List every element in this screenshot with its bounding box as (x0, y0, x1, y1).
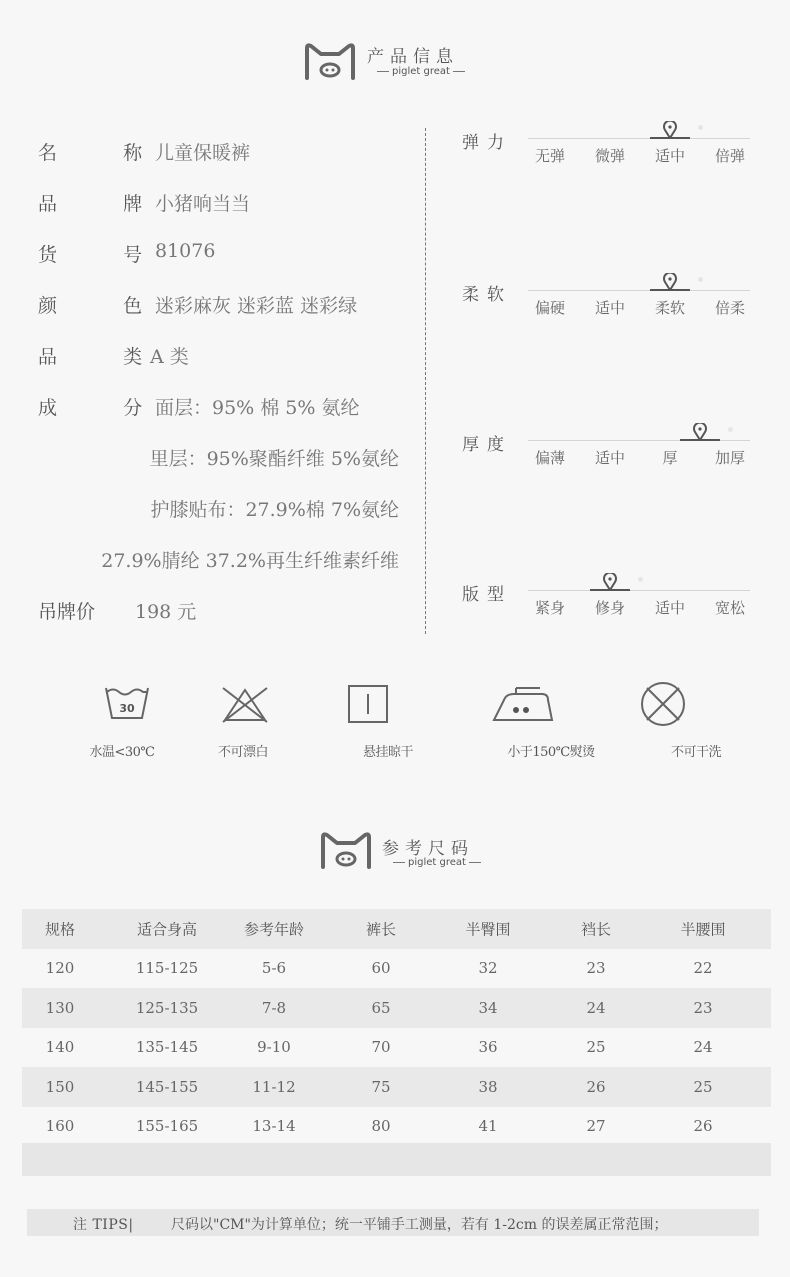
table-cell: 25 (693, 1077, 713, 1096)
sku-value: 81076 (155, 240, 216, 262)
scale-option: 宽松 (714, 599, 745, 617)
care-label-hang: 悬挂晾干 (362, 745, 413, 760)
category-label: 品 类 (38, 346, 161, 368)
sku-label: 货 号 (38, 244, 161, 266)
scale-option: 偏硬 (534, 299, 565, 317)
table-header-cell: 半臀围 (465, 920, 511, 939)
size-reference-subtitle: piglet great (390, 857, 484, 868)
table-empty-row (22, 1143, 771, 1176)
table-cell: 22 (693, 959, 713, 978)
scale-dot (698, 125, 703, 130)
table-cell: 150 (45, 1077, 75, 1096)
size-table (22, 909, 771, 1176)
table-cell: 24 (693, 1038, 713, 1057)
price-value: 198 元 (135, 601, 197, 623)
scale-option: 适中 (654, 147, 685, 165)
table-cell: 65 (371, 998, 391, 1017)
name-label: 名 称 (38, 142, 161, 164)
no-bleach-icon (219, 684, 271, 724)
wash-30-icon (103, 684, 151, 722)
tips-text: 尺码以"CM"为计算单位；统一平铺手工测量，若有 1-2cm 的误差属正常范围； (171, 1217, 668, 1233)
hang-dry-icon (347, 684, 389, 724)
table-row (22, 1028, 771, 1068)
material-line-4: 27.9%腈纶 37.2%再生纤维素纤维 (101, 550, 399, 572)
table-cell: 7-8 (261, 998, 287, 1017)
table-row (22, 988, 771, 1028)
info-divider (425, 128, 426, 634)
table-row (22, 949, 771, 989)
care-label-iron: 小于150℃熨烫 (507, 745, 595, 760)
scale-option: 偏薄 (534, 449, 565, 467)
table-cell: 125-135 (135, 998, 199, 1017)
color-value: 迷彩麻灰 迷彩蓝 迷彩绿 (155, 295, 358, 317)
scale-track (528, 138, 750, 139)
material-line-2: 里层：95%聚酯纤维 5%氨纶 (149, 448, 399, 470)
scale-option: 适中 (594, 449, 625, 467)
scale-option: 厚 (662, 449, 678, 467)
scale-option: 适中 (654, 599, 685, 617)
table-header-cell: 规格 (44, 920, 75, 939)
table-header-cell: 半腰围 (680, 920, 726, 939)
location-pin-icon (663, 121, 677, 139)
size-reference-title: 参考尺码 (382, 839, 474, 859)
table-cell: 145-155 (135, 1077, 199, 1096)
wash-temp-text: 30 (119, 702, 135, 715)
table-cell: 34 (478, 998, 498, 1017)
scale-label: 柔软 (462, 285, 512, 305)
category-value: A 类 (150, 346, 189, 368)
table-cell: 11-12 (252, 1077, 296, 1096)
table-cell: 140 (45, 1038, 75, 1057)
tips-label: 注 TIPS| (73, 1217, 134, 1233)
scale-option: 紧身 (534, 599, 565, 617)
table-cell: 23 (693, 998, 713, 1017)
product-info-subtitle: piglet great (374, 66, 468, 77)
care-label-bleach: 不可漂白 (217, 745, 268, 760)
table-cell: 70 (371, 1038, 391, 1057)
table-cell: 25 (586, 1038, 606, 1057)
table-cell: 130 (45, 998, 75, 1017)
scale-track (528, 290, 750, 291)
brand-label: 品 牌 (38, 193, 161, 215)
scale-label: 版型 (462, 585, 512, 605)
table-cell: 36 (478, 1038, 498, 1057)
scale-dot (638, 577, 643, 582)
table-cell: 9-10 (257, 1038, 291, 1057)
table-cell: 32 (478, 959, 498, 978)
name-value: 儿童保暖裤 (155, 142, 251, 164)
table-cell: 5-6 (261, 959, 287, 978)
scale-option: 微弹 (594, 147, 625, 165)
scale-option: 柔软 (654, 299, 685, 317)
table-cell: 80 (371, 1117, 391, 1136)
scale-option: 修身 (594, 599, 625, 617)
material-label: 成 分 (38, 397, 161, 419)
table-cell: 26 (586, 1077, 606, 1096)
table-cell: 24 (586, 998, 606, 1017)
table-header-row (22, 909, 771, 949)
scale-label: 弹力 (462, 133, 512, 153)
table-cell: 23 (586, 959, 606, 978)
color-label: 颜 色 (38, 295, 161, 317)
scale-track (528, 590, 750, 591)
table-row (22, 1067, 771, 1107)
location-pin-icon (603, 573, 617, 591)
scale-option: 无弹 (534, 147, 565, 165)
table-cell: 60 (371, 959, 391, 978)
scale-option: 适中 (594, 299, 625, 317)
table-cell: 160 (45, 1117, 75, 1136)
piglet-logo-icon (304, 42, 356, 80)
table-header-cell: 适合身高 (136, 920, 197, 939)
scale-label: 厚度 (462, 435, 512, 455)
table-cell: 38 (478, 1077, 498, 1096)
table-cell: 155-165 (135, 1117, 199, 1136)
table-cell: 27 (586, 1117, 606, 1136)
table-cell: 115-125 (135, 959, 199, 978)
table-header-cell: 裤长 (365, 920, 396, 939)
table-cell: 135-145 (135, 1038, 199, 1057)
table-header-cell: 裆长 (580, 920, 611, 939)
care-label-wash: 水温<30℃ (89, 745, 155, 760)
table-cell: 13-14 (252, 1117, 296, 1136)
table-cell: 41 (478, 1117, 498, 1136)
price-label: 吊牌价 (38, 601, 96, 623)
table-header-cell: 参考年龄 (243, 920, 304, 939)
scale-dot (698, 277, 703, 282)
material-line-3: 护膝贴布：27.9%棉 7%氨纶 (150, 499, 399, 521)
table-row (22, 1107, 771, 1147)
table-cell: 26 (693, 1117, 713, 1136)
care-label-dry-clean: 不可干洗 (670, 745, 721, 760)
piglet-logo-icon (320, 831, 372, 869)
material-line-1: 面层：95% 棉 5% 氨纶 (155, 397, 360, 419)
scale-option: 倍柔 (714, 299, 745, 317)
table-cell: 120 (45, 959, 75, 978)
no-dry-clean-icon (639, 680, 687, 728)
table-cell: 75 (371, 1077, 391, 1096)
tips-bar (27, 1209, 759, 1236)
scale-option: 倍弹 (714, 147, 745, 165)
scale-option: 加厚 (714, 449, 745, 467)
brand-value: 小猪响当当 (155, 193, 251, 215)
location-pin-icon (663, 273, 677, 291)
iron-150-icon (492, 686, 554, 722)
location-pin-icon (693, 423, 707, 441)
product-info-title: 产品信息 (367, 47, 459, 67)
scale-dot (728, 427, 733, 432)
